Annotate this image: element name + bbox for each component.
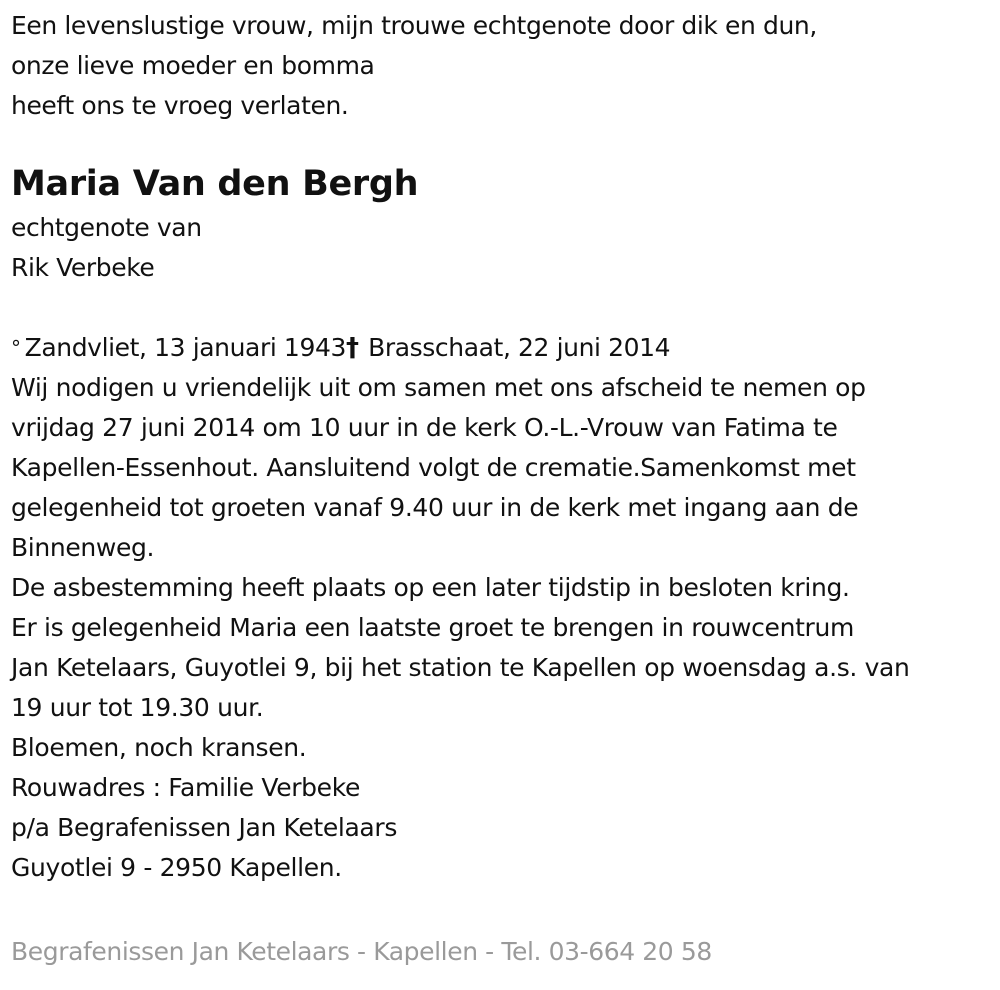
body-line: Wij nodigen u vriendelijk uit om samen met ons afscheid te nemen op [11, 373, 866, 402]
spacer [11, 288, 996, 328]
obituary-notice [11, 6, 996, 888]
body-line: 19 uur tot 19.30 uur. [11, 693, 264, 722]
birth-date: Zandvliet, 13 januari 1943 [24, 333, 346, 362]
death-cross-icon: † [345, 333, 359, 363]
body-line: De asbestemming heeft plaats op een later tijdstip in besloten kring. [11, 573, 850, 602]
body-line: p/a Begrafenissen Jan Ketelaars [11, 813, 397, 842]
intro-text [11, 6, 996, 126]
intro-line: onze lieve moeder en bomma [11, 51, 375, 80]
life-dates [11, 328, 996, 368]
notice-body [11, 368, 996, 888]
funeral-home-footer: Begrafenissen Jan Ketelaars - Kapellen - Tel. 03-664 20 58 [11, 937, 712, 966]
body-line: Jan Ketelaars, Guyotlei 9, bij het station te Kapellen op woensdag a.s. van [11, 653, 910, 682]
body-line: vrijdag 27 juni 2014 om 10 uur in de kerk O.-L.-Vrouw van Fatima te [11, 413, 838, 442]
intro-line: heeft ons te vroeg verlaten. [11, 91, 349, 120]
body-line: gelegenheid tot groeten vanaf 9.40 uur in de kerk met ingang aan de [11, 493, 859, 522]
body-line: Rouwadres : Familie Verbeke [11, 773, 360, 802]
body-line: Binnenweg. [11, 533, 155, 562]
body-line: Bloemen, noch kransen. [11, 733, 307, 762]
relation-label: echtgenote van [11, 213, 202, 242]
body-line: Guyotlei 9 - 2950 Kapellen. [11, 853, 342, 882]
deceased-name: Maria Van den Bergh [11, 164, 419, 204]
intro-line: Een levenslustige vrouw, mijn trouwe echtgenote door dik en dun, [11, 11, 817, 40]
death-date: Brasschaat, 22 juni 2014 [368, 333, 671, 362]
birth-symbol: ° [11, 336, 21, 360]
body-line: Kapellen-Essenhout. Aansluitend volgt de crematie.Samenkomst met [11, 453, 856, 482]
body-line: Er is gelegenheid Maria een laatste groet te brengen in rouwcentrum [11, 613, 854, 642]
spouse-name: Rik Verbeke [11, 253, 155, 282]
